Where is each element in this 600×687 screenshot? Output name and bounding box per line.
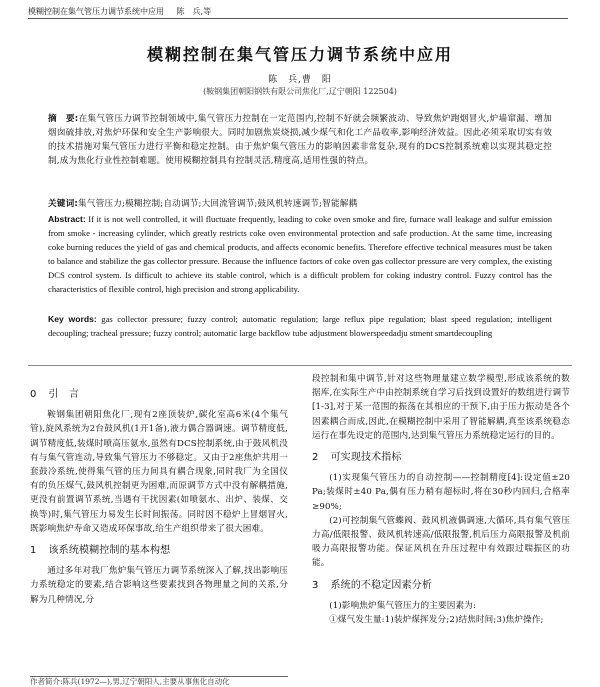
section-3-item-1: (1)影响焦炉集气管压力的主要因素为: bbox=[329, 600, 477, 611]
divider bbox=[28, 365, 572, 366]
column-right-intro: 段控制和集中调节,针对这些物理量建立数学模型,形成该系统的数据库,在实际生产中由控制系统自学习后找到设置好的数组进行调节[1-3],对于某一范围的振荡在其相应的干预下,由于压力振动是各个因素耦合而成,因此,在模糊控制中采用了智能解耦,真至该系统稳态运行在事先设定的范围内,达到集气管压力系统稳定运行的目的。 bbox=[312, 374, 570, 441]
abstract-en-label: Abstract: bbox=[48, 214, 86, 224]
running-authors: 陈 兵,等 bbox=[176, 7, 212, 16]
keywords-en bbox=[48, 312, 552, 340]
keywords-zh-text: 集气管压力;模糊控制;自动调节;大回流管调节;鼓风机转速调节;智能解耦 bbox=[78, 199, 358, 209]
running-title: 模糊控制在集气管压力调节系统中应用 bbox=[28, 7, 164, 16]
paper-authors: 陈 兵,曹 阳 bbox=[268, 75, 332, 85]
section-2-number: 2 bbox=[312, 452, 319, 464]
running-header bbox=[28, 6, 568, 19]
column-right bbox=[312, 372, 570, 627]
section-1-title: 该系统模糊控制的基本构想 bbox=[48, 545, 171, 557]
keywords-zh bbox=[48, 197, 552, 211]
abstract-zh-text: 在集气管压力调节控制领域中,集气管压力控制在一定范围内,控制不好就会频繁波动、导致焦炉跑烟冒火,炉墙窜漏、增加烟囱硫排放,对焦炉环保和安全生产影响很大。同时加剧焦炭烧损,减少煤气和化工产品收率,影响经济效益。因此必须采取切实有效的技术措施对集气管压力进行平衡和稳定控制。由于焦炉集气管压力的影响因素非常复杂,现有的DCS控制系统难以实现其稳定控制,成为焦化行业性控制难题。使用模糊控制具有控制灵活,精度高,适用性强的特点。 bbox=[48, 114, 552, 166]
section-3-heading bbox=[312, 579, 570, 593]
section-2-title: 可实现技术指标 bbox=[330, 452, 402, 464]
section-2-item-1: (1)实现集气管压力的自动控制——控制精度[4]:设定值±20 Pa;装煤时±40 Pa,偶有压力稍有超标时,将在30秒内回归,合格率≥90%; bbox=[312, 473, 570, 512]
keywords-en-label: Key words: bbox=[48, 314, 97, 324]
section-0-heading bbox=[30, 388, 288, 402]
section-0-title: 引 言 bbox=[48, 389, 79, 400]
section-1-number: 1 bbox=[30, 545, 37, 557]
section-0-paragraph: 鞍钢集团朝阳焦化厂,现有2座顶装炉,碳化室高6米(4个集气管),旋风系统为2台鼓风机(1开1备),液力偶合器调速。调节精度低,调节精度低,装煤时喷高压氨水,虽然有DCS控制系统,由于鼓风机没有与集气管连动,导致集气管压力不够稳定。又由于2座焦炉共用一套鼓冷系统,使得集气管的压力间具有耦合现象,同时我厂为全国仪有的负压煤气,鼓风机控制更为困难,而原调节方式中没有解耦措施,更没有前置调节系统,当遇有干扰因素(如喷氨水、出炉、装煤、交换等)时,集气管压力易发生长时间振荡。同时因不稳炉上冒烟冒火,既影响焦炉寿命又造成环保事故,给生产组织带来了很大困难。 bbox=[30, 410, 288, 534]
abstract-zh-label: 摘 要: bbox=[48, 114, 79, 124]
paper-title: 模糊控制在集气管压力调节系统中应用 bbox=[146, 45, 453, 64]
section-3-item-2: ①煤气发生量:1)装炉煤挥发分;2)结焦时间;3)焦炉操作; bbox=[329, 615, 544, 626]
section-1-paragraph: 通过多年对我厂焦炉集气管压力调节系统深入了解,找出影响压力系统稳定的要素,结合影响这些要素找到各物理量之间的关系,分解为几种情况,分 bbox=[30, 566, 288, 605]
paper-affiliation: (鞍钢集团朝阳钢铁有限公司焦化厂,辽宁朝阳 122504) bbox=[203, 87, 397, 96]
section-2-heading bbox=[312, 451, 570, 465]
column-left bbox=[30, 372, 288, 607]
abstract-en-text: If it is not well controlled, it will fluctuate frequently, leading to coke oven smoke and fire, furnace wall leakage and sulfur emission from smoke - increasing cylinder, which greatly restricts coke oven environmental protection and safe production. At the same time, increasing coke burning reduces the yield of gas and chemical products, and affects economic benefits. Therefore effective technical measures must be taken to balance and stabilize the gas collector pressure. Because the influence factors of coke oven gas collector pressure are very complex, the existing DCS control system. Is difficult to achieve its stable control, which is a difficult problem for coking industry control. Fuzzy control has the characteristics of flexible control, high precision and strong applicability. bbox=[48, 214, 552, 294]
section-3-number: 3 bbox=[312, 579, 319, 591]
section-3-title: 系统的不稳定因素分析 bbox=[330, 579, 433, 591]
abstract-zh bbox=[48, 112, 552, 168]
footnote: 作者简介:陈兵(1972—),男,辽宁朝阳人,主要从事焦化自动化 bbox=[30, 676, 288, 687]
section-1-heading bbox=[30, 544, 288, 558]
section-0-number: 0 bbox=[30, 389, 37, 400]
section-2-item-2: (2)可控制集气管蝶阀、鼓风机液偶调速,大循环,具有集气管压力高/低限报警、鼓风机转速高/低限报警,机后压力高限报警及机前吸力高限报警功能。保证风机在升压过程中有效跟过喘振区的功能。 bbox=[312, 515, 570, 569]
abstract-en bbox=[48, 212, 552, 296]
keywords-zh-label: 关键词: bbox=[48, 199, 79, 209]
keywords-en-text: gas collector pressure; fuzzy control; automatic regulation; large reflux pipe regulation; blast speed regulation; intelligent decoupling; tracheal pressure; fuzzy control; automatic large backflow tube adjustment blowerspeedadju stment smartdecoupling bbox=[48, 314, 552, 338]
